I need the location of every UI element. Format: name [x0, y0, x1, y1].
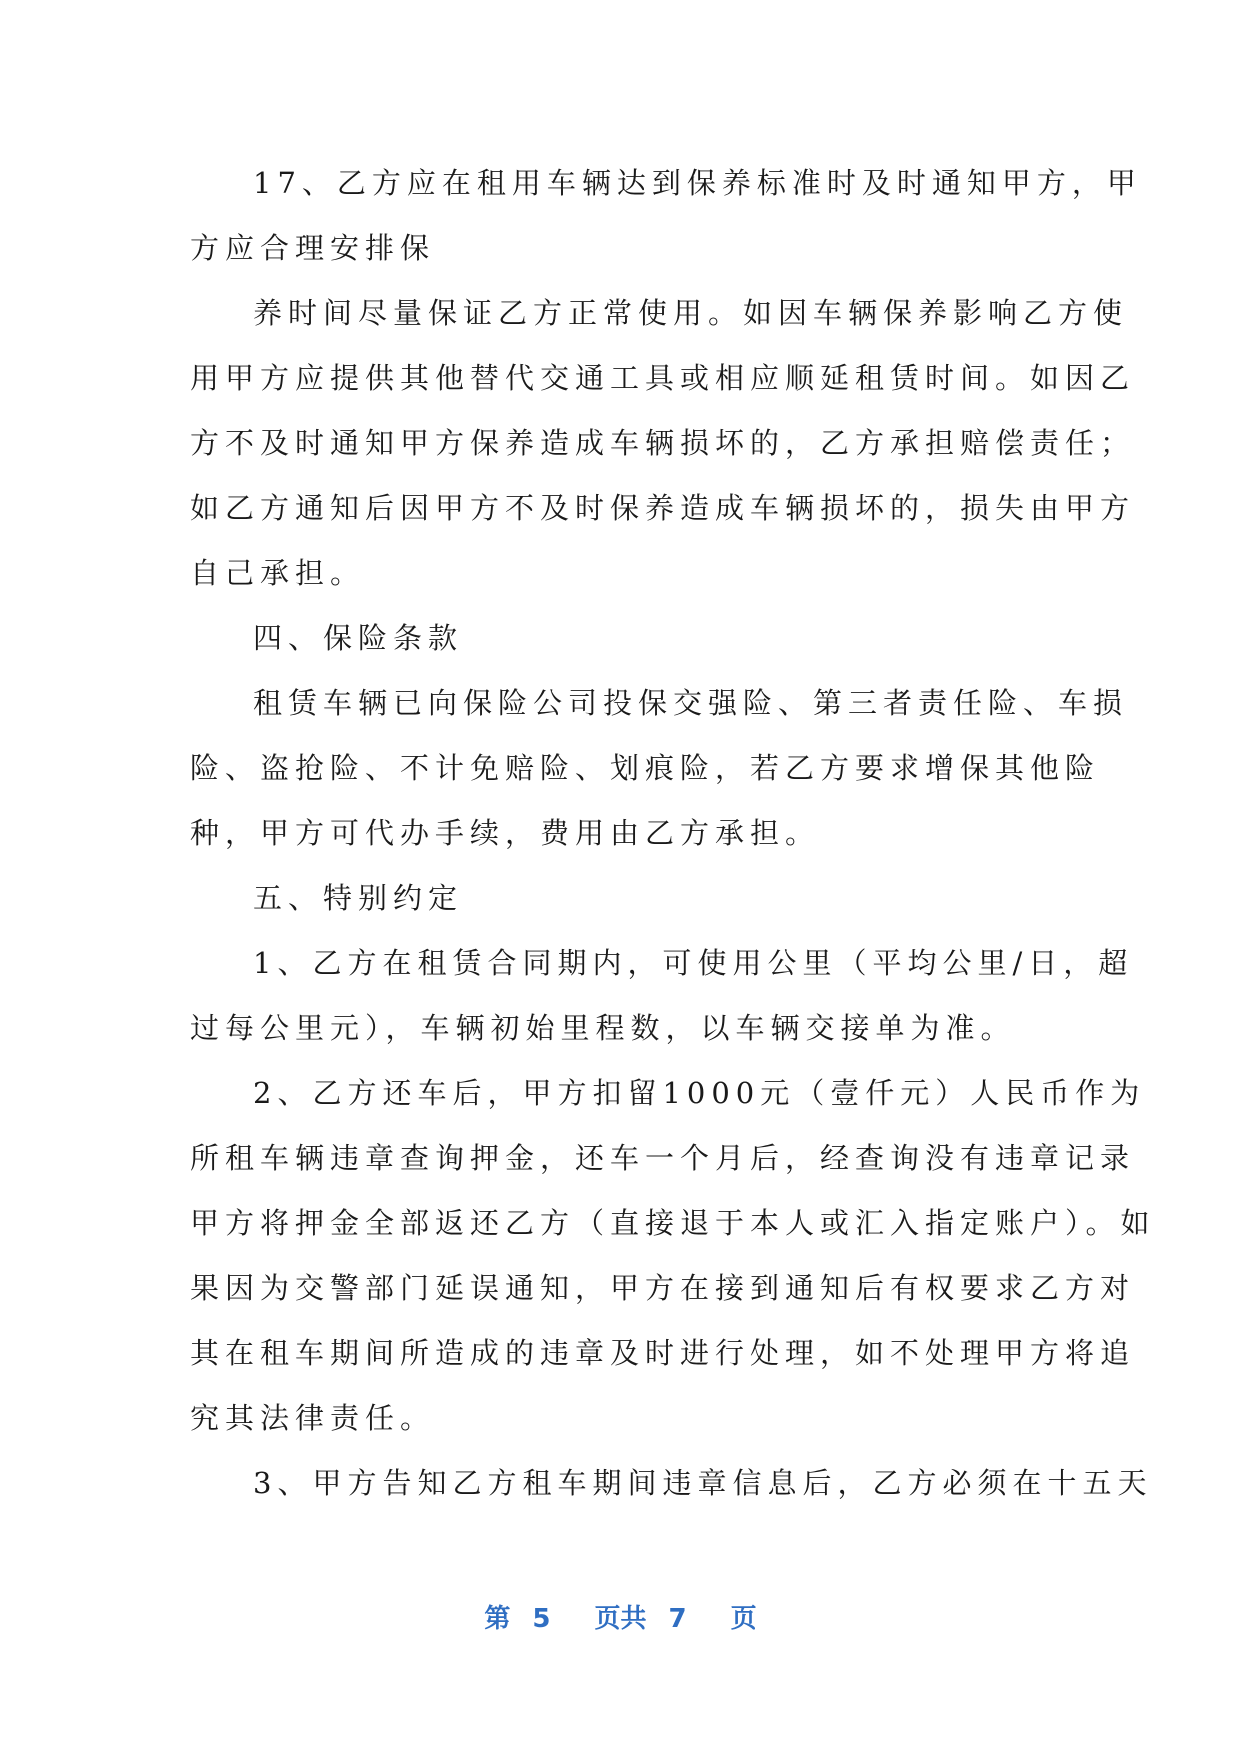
text-line: 用甲方应提供其他替代交通工具或相应顺延租赁时间。如因乙 — [190, 361, 1136, 395]
text-line: 甲方将押金全部返还乙方（直接退于本人或汇入指定账户）。如 — [190, 1206, 1156, 1240]
text-line: 1、乙方在租赁合同期内，可使用公里（平均公里/日，超 — [253, 946, 1134, 980]
text-line: 3、甲方告知乙方租车期间违章信息后，乙方必须在十五天 — [253, 1466, 1153, 1500]
text-line: 2、乙方还车后，甲方扣留1000元（壹仟元）人民币作为 — [253, 1076, 1146, 1110]
footer-total-pages: 7 — [668, 1604, 687, 1634]
text-line: 租赁车辆已向保险公司投保交强险、第三者责任险、车损 — [253, 686, 1129, 720]
text-line: 养时间尽量保证乙方正常使用。如因车辆保养影响乙方使 — [253, 296, 1129, 330]
text-line: 所租车辆违章查询押金，还车一个月后，经查询没有违章记录 — [190, 1141, 1136, 1175]
footer-page-number: 5 — [532, 1604, 551, 1634]
text-line: 过每公里元），车辆初始里程数，以车辆交接单为准。 — [190, 1011, 1016, 1045]
section-heading: 四、保险条款 — [253, 621, 464, 655]
text-line: 险、盗抢险、不计免赔险、划痕险，若乙方要求增保其他险 — [190, 751, 1101, 785]
footer-middle: 页共 — [594, 1604, 647, 1634]
page-footer — [0, 1602, 1241, 1636]
text-line: 其在租车期间所造成的违章及时进行处理，如不处理甲方将追 — [190, 1336, 1136, 1370]
text-line: 17、乙方应在租用车辆达到保养标准时及时通知甲方，甲 — [253, 166, 1142, 200]
footer-prefix: 第 — [484, 1604, 511, 1634]
text-line: 究其法律责任。 — [190, 1401, 436, 1435]
text-line: 方应合理安排保 — [190, 231, 436, 265]
section-heading: 五、特别约定 — [253, 881, 464, 915]
text-line: 自己承担。 — [190, 556, 366, 590]
footer-suffix: 页 — [730, 1604, 757, 1634]
text-line: 种，甲方可代办手续，费用由乙方承担。 — [190, 816, 821, 850]
text-line: 方不及时通知甲方保养造成车辆损坏的，乙方承担赔偿责任； — [190, 426, 1136, 460]
text-line: 如乙方通知后因甲方不及时保养造成车辆损坏的，损失由甲方 — [190, 491, 1136, 525]
text-line: 果因为交警部门延误通知，甲方在接到通知后有权要求乙方对 — [190, 1271, 1136, 1305]
